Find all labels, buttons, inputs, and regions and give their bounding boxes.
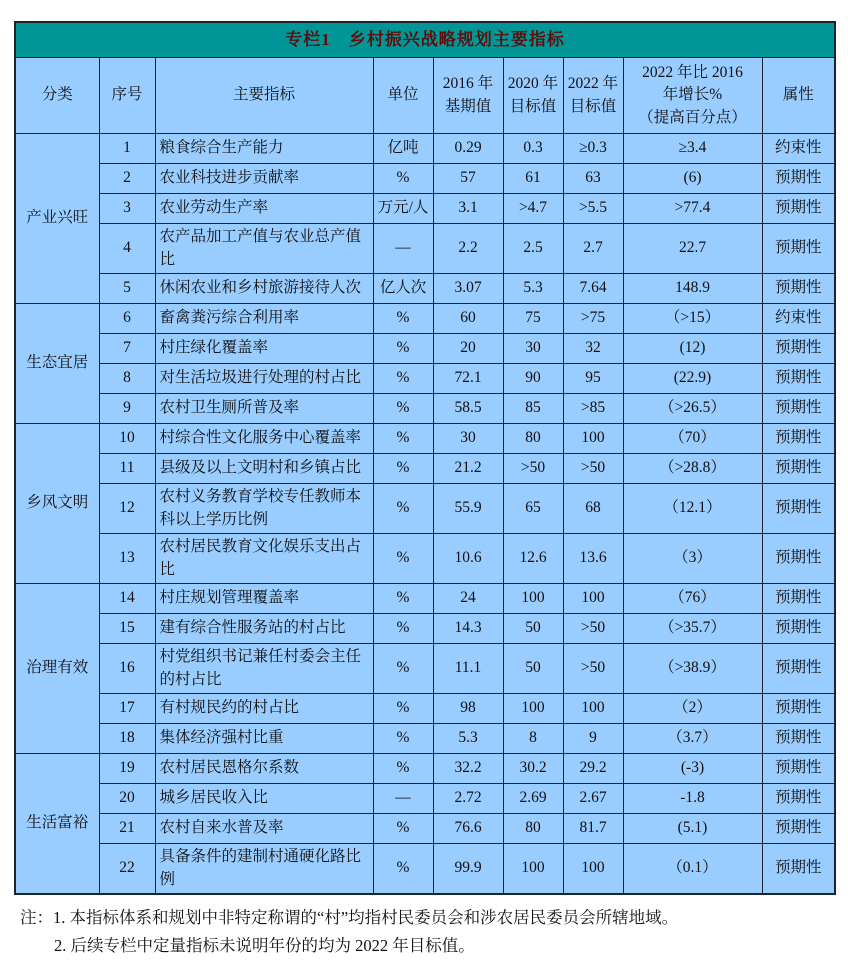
attribute-cell: 预期性	[762, 394, 835, 424]
growth-cell: (22.9)	[623, 364, 762, 394]
value-2020-cell: 100	[503, 844, 563, 895]
indicator-cell: 村综合性文化服务中心覆盖率	[155, 424, 373, 454]
growth-cell: （>38.9）	[623, 644, 762, 694]
unit-cell: %	[373, 334, 433, 364]
row-number-cell: 14	[99, 584, 155, 614]
indicator-cell: 有村规民约的村占比	[155, 694, 373, 724]
row-number-cell: 15	[99, 614, 155, 644]
unit-cell: %	[373, 584, 433, 614]
row-number-cell: 16	[99, 644, 155, 694]
unit-cell: %	[373, 694, 433, 724]
value-2020-cell: 100	[503, 584, 563, 614]
value-2020-cell: 100	[503, 694, 563, 724]
row-number-cell: 17	[99, 694, 155, 724]
category-cell: 乡风文明	[15, 424, 99, 584]
col-2020-target: 2020 年目标值	[503, 58, 563, 134]
indicator-cell: 具备条件的建制村通硬化路比例	[155, 844, 373, 895]
unit-cell: %	[373, 614, 433, 644]
row-number-cell: 19	[99, 754, 155, 784]
value-2016-cell: 32.2	[433, 754, 503, 784]
col-unit: 单位	[373, 58, 433, 134]
note-line-1: 注：1. 本指标体系和规划中非特定称谓的“村”均指村民委员会和涉农居民委员会所辖地域。	[20, 908, 679, 927]
col-2016-base: 2016 年基期值	[433, 58, 503, 134]
growth-cell: (-3)	[623, 754, 762, 784]
indicator-cell: 农村居民教育文化娱乐支出占比	[155, 534, 373, 584]
table-row	[15, 724, 835, 754]
value-2022-cell: 100	[563, 844, 623, 895]
category-cell: 生活富裕	[15, 754, 99, 895]
indicators-table	[14, 21, 836, 895]
attribute-cell: 预期性	[762, 194, 835, 224]
attribute-cell: 约束性	[762, 134, 835, 164]
unit-cell: —	[373, 784, 433, 814]
unit-cell: %	[373, 754, 433, 784]
indicator-cell: 农村义务教育学校专任教师本科以上学历比例	[155, 484, 373, 534]
unit-cell: —	[373, 224, 433, 274]
attribute-cell: 预期性	[762, 694, 835, 724]
table-row	[15, 644, 835, 694]
row-number-cell: 18	[99, 724, 155, 754]
col-growth-line-2: 年增长%	[662, 86, 723, 104]
table-row	[15, 584, 835, 614]
table-row	[15, 224, 835, 274]
attribute-cell: 预期性	[762, 784, 835, 814]
category-cell: 生态宜居	[15, 304, 99, 424]
table-row	[15, 694, 835, 724]
value-2016-cell: 0.29	[433, 134, 503, 164]
value-2016-cell: 99.9	[433, 844, 503, 895]
growth-cell: (6)	[623, 164, 762, 194]
value-2022-cell: >50	[563, 614, 623, 644]
indicator-cell: 县级及以上文明村和乡镇占比	[155, 454, 373, 484]
growth-cell: （>35.7）	[623, 614, 762, 644]
unit-cell: %	[373, 454, 433, 484]
row-number-cell: 20	[99, 784, 155, 814]
value-2020-cell: 8	[503, 724, 563, 754]
table-row	[15, 394, 835, 424]
value-2016-cell: 76.6	[433, 814, 503, 844]
attribute-cell: 预期性	[762, 614, 835, 644]
unit-cell: %	[373, 814, 433, 844]
table-row	[15, 334, 835, 364]
value-2022-cell: 95	[563, 364, 623, 394]
growth-cell: （>15）	[623, 304, 762, 334]
unit-cell: 亿吨	[373, 134, 433, 164]
col-growth	[623, 58, 762, 134]
indicator-cell: 集体经济强村比重	[155, 724, 373, 754]
value-2020-cell: 12.6	[503, 534, 563, 584]
value-2016-cell: 20	[433, 334, 503, 364]
growth-cell: （0.1）	[623, 844, 762, 895]
table-row	[15, 784, 835, 814]
row-number-cell: 2	[99, 164, 155, 194]
attribute-cell: 预期性	[762, 454, 835, 484]
value-2022-cell: 63	[563, 164, 623, 194]
unit-cell: %	[373, 364, 433, 394]
growth-cell: ≥3.4	[623, 134, 762, 164]
value-2016-cell: 98	[433, 694, 503, 724]
value-2016-cell: 3.07	[433, 274, 503, 304]
row-number-cell: 11	[99, 454, 155, 484]
table-row	[15, 814, 835, 844]
value-2020-cell: >4.7	[503, 194, 563, 224]
value-2016-cell: 2.72	[433, 784, 503, 814]
table-row	[15, 364, 835, 394]
indicator-cell: 村庄绿化覆盖率	[155, 334, 373, 364]
unit-cell: %	[373, 644, 433, 694]
growth-cell: （70）	[623, 424, 762, 454]
value-2020-cell: 80	[503, 814, 563, 844]
value-2020-cell: 80	[503, 424, 563, 454]
col-attribute: 属性	[762, 58, 835, 134]
indicator-cell: 农业科技进步贡献率	[155, 164, 373, 194]
category-cell: 治理有效	[15, 584, 99, 754]
value-2020-cell: 90	[503, 364, 563, 394]
growth-cell: （>26.5）	[623, 394, 762, 424]
value-2016-cell: 2.2	[433, 224, 503, 274]
value-2016-cell: 57	[433, 164, 503, 194]
row-number-cell: 22	[99, 844, 155, 895]
value-2020-cell: 30	[503, 334, 563, 364]
table-row	[15, 424, 835, 454]
col-indicator: 主要指标	[155, 58, 373, 134]
row-number-cell: 12	[99, 484, 155, 534]
attribute-cell: 预期性	[762, 754, 835, 784]
attribute-cell: 约束性	[762, 304, 835, 334]
unit-cell: %	[373, 424, 433, 454]
table-row	[15, 164, 835, 194]
column-header-row	[15, 58, 835, 134]
attribute-cell: 预期性	[762, 274, 835, 304]
row-number-cell: 9	[99, 394, 155, 424]
attribute-cell: 预期性	[762, 534, 835, 584]
value-2020-cell: 2.5	[503, 224, 563, 274]
value-2022-cell: 100	[563, 424, 623, 454]
value-2022-cell: 68	[563, 484, 623, 534]
value-2022-cell: 2.7	[563, 224, 623, 274]
table-row	[15, 484, 835, 534]
growth-cell: （3.7）	[623, 724, 762, 754]
value-2016-cell: 60	[433, 304, 503, 334]
row-number-cell: 7	[99, 334, 155, 364]
unit-cell: 万元/人	[373, 194, 433, 224]
table-row	[15, 844, 835, 895]
row-number-cell: 10	[99, 424, 155, 454]
row-number-cell: 3	[99, 194, 155, 224]
attribute-cell: 预期性	[762, 334, 835, 364]
indicator-cell: 休闲农业和乡村旅游接待人次	[155, 274, 373, 304]
unit-cell: %	[373, 484, 433, 534]
attribute-cell: 预期性	[762, 424, 835, 454]
attribute-cell: 预期性	[762, 584, 835, 614]
growth-cell: （76）	[623, 584, 762, 614]
value-2020-cell: 61	[503, 164, 563, 194]
value-2016-cell: 55.9	[433, 484, 503, 534]
attribute-cell: 预期性	[762, 224, 835, 274]
row-number-cell: 1	[99, 134, 155, 164]
growth-cell: (5.1)	[623, 814, 762, 844]
value-2020-cell: 65	[503, 484, 563, 534]
table-row	[15, 454, 835, 484]
value-2022-cell: 81.7	[563, 814, 623, 844]
value-2022-cell: >5.5	[563, 194, 623, 224]
attribute-cell: 预期性	[762, 164, 835, 194]
col-number: 序号	[99, 58, 155, 134]
unit-cell: %	[373, 844, 433, 895]
indicator-cell: 农村自来水普及率	[155, 814, 373, 844]
indicator-cell: 建有综合性服务站的村占比	[155, 614, 373, 644]
growth-cell: (12)	[623, 334, 762, 364]
attribute-cell: 预期性	[762, 484, 835, 534]
table-row	[15, 754, 835, 784]
row-number-cell: 5	[99, 274, 155, 304]
attribute-cell: 预期性	[762, 844, 835, 895]
value-2020-cell: 50	[503, 644, 563, 694]
value-2022-cell: 100	[563, 694, 623, 724]
col-2022-target: 2022 年目标值	[563, 58, 623, 134]
value-2016-cell: 30	[433, 424, 503, 454]
value-2020-cell: >50	[503, 454, 563, 484]
value-2022-cell: 9	[563, 724, 623, 754]
value-2022-cell: 32	[563, 334, 623, 364]
value-2016-cell: 11.1	[433, 644, 503, 694]
table-row	[15, 134, 835, 164]
value-2020-cell: 30.2	[503, 754, 563, 784]
value-2020-cell: 85	[503, 394, 563, 424]
attribute-cell: 预期性	[762, 724, 835, 754]
unit-cell: %	[373, 534, 433, 584]
value-2020-cell: 2.69	[503, 784, 563, 814]
indicator-cell: 村党组织书记兼任村委会主任的村占比	[155, 644, 373, 694]
value-2022-cell: 7.64	[563, 274, 623, 304]
unit-cell: %	[373, 164, 433, 194]
value-2022-cell: >85	[563, 394, 623, 424]
table-body	[15, 134, 835, 895]
value-2020-cell: 75	[503, 304, 563, 334]
note-line-2: 2. 后续专栏中定量指标未说明年份的均为 2022 年目标值。	[54, 936, 475, 955]
value-2022-cell: 13.6	[563, 534, 623, 584]
indicator-cell: 农业劳动生产率	[155, 194, 373, 224]
table-row	[15, 194, 835, 224]
growth-cell: 148.9	[623, 274, 762, 304]
row-number-cell: 21	[99, 814, 155, 844]
indicator-cell: 粮食综合生产能力	[155, 134, 373, 164]
table-row	[15, 304, 835, 334]
growth-cell: -1.8	[623, 784, 762, 814]
growth-cell: （>28.8）	[623, 454, 762, 484]
growth-cell: 22.7	[623, 224, 762, 274]
value-2022-cell: 100	[563, 584, 623, 614]
value-2016-cell: 3.1	[433, 194, 503, 224]
value-2020-cell: 0.3	[503, 134, 563, 164]
value-2016-cell: 58.5	[433, 394, 503, 424]
value-2022-cell: 2.67	[563, 784, 623, 814]
value-2016-cell: 10.6	[433, 534, 503, 584]
value-2022-cell: >75	[563, 304, 623, 334]
value-2020-cell: 50	[503, 614, 563, 644]
value-2022-cell: >50	[563, 454, 623, 484]
table-title-row	[15, 22, 835, 58]
col-growth-line-1: 2022 年比 2016	[642, 63, 743, 81]
value-2022-cell: >50	[563, 644, 623, 694]
indicator-cell: 城乡居民收入比	[155, 784, 373, 814]
unit-cell: 亿人次	[373, 274, 433, 304]
value-2022-cell: 29.2	[563, 754, 623, 784]
row-number-cell: 6	[99, 304, 155, 334]
unit-cell: %	[373, 304, 433, 334]
growth-cell: （2）	[623, 694, 762, 724]
value-2016-cell: 24	[433, 584, 503, 614]
row-number-cell: 13	[99, 534, 155, 584]
indicator-cell: 畜禽粪污综合利用率	[155, 304, 373, 334]
row-number-cell: 8	[99, 364, 155, 394]
growth-cell: >77.4	[623, 194, 762, 224]
growth-cell: （3）	[623, 534, 762, 584]
value-2016-cell: 21.2	[433, 454, 503, 484]
table-row	[15, 614, 835, 644]
indicator-cell: 对生活垃圾进行处理的村占比	[155, 364, 373, 394]
indicator-cell: 村庄规划管理覆盖率	[155, 584, 373, 614]
value-2016-cell: 14.3	[433, 614, 503, 644]
indicator-cell: 农村居民恩格尔系数	[155, 754, 373, 784]
indicator-cell: 农产品加工产值与农业总产值比	[155, 224, 373, 274]
indicator-cell: 农村卫生厕所普及率	[155, 394, 373, 424]
table-title: 专栏1 乡村振兴战略规划主要指标	[15, 22, 835, 58]
table-row	[15, 534, 835, 584]
growth-cell: （12.1）	[623, 484, 762, 534]
value-2016-cell: 5.3	[433, 724, 503, 754]
category-cell: 产业兴旺	[15, 134, 99, 304]
unit-cell: %	[373, 724, 433, 754]
value-2020-cell: 5.3	[503, 274, 563, 304]
attribute-cell: 预期性	[762, 644, 835, 694]
col-category: 分类	[15, 58, 99, 134]
value-2016-cell: 72.1	[433, 364, 503, 394]
value-2022-cell: ≥0.3	[563, 134, 623, 164]
row-number-cell: 4	[99, 224, 155, 274]
attribute-cell: 预期性	[762, 814, 835, 844]
table-row	[15, 274, 835, 304]
attribute-cell: 预期性	[762, 364, 835, 394]
col-growth-line-3: （提高百分点）	[638, 108, 747, 126]
notes	[14, 904, 834, 960]
unit-cell: %	[373, 394, 433, 424]
